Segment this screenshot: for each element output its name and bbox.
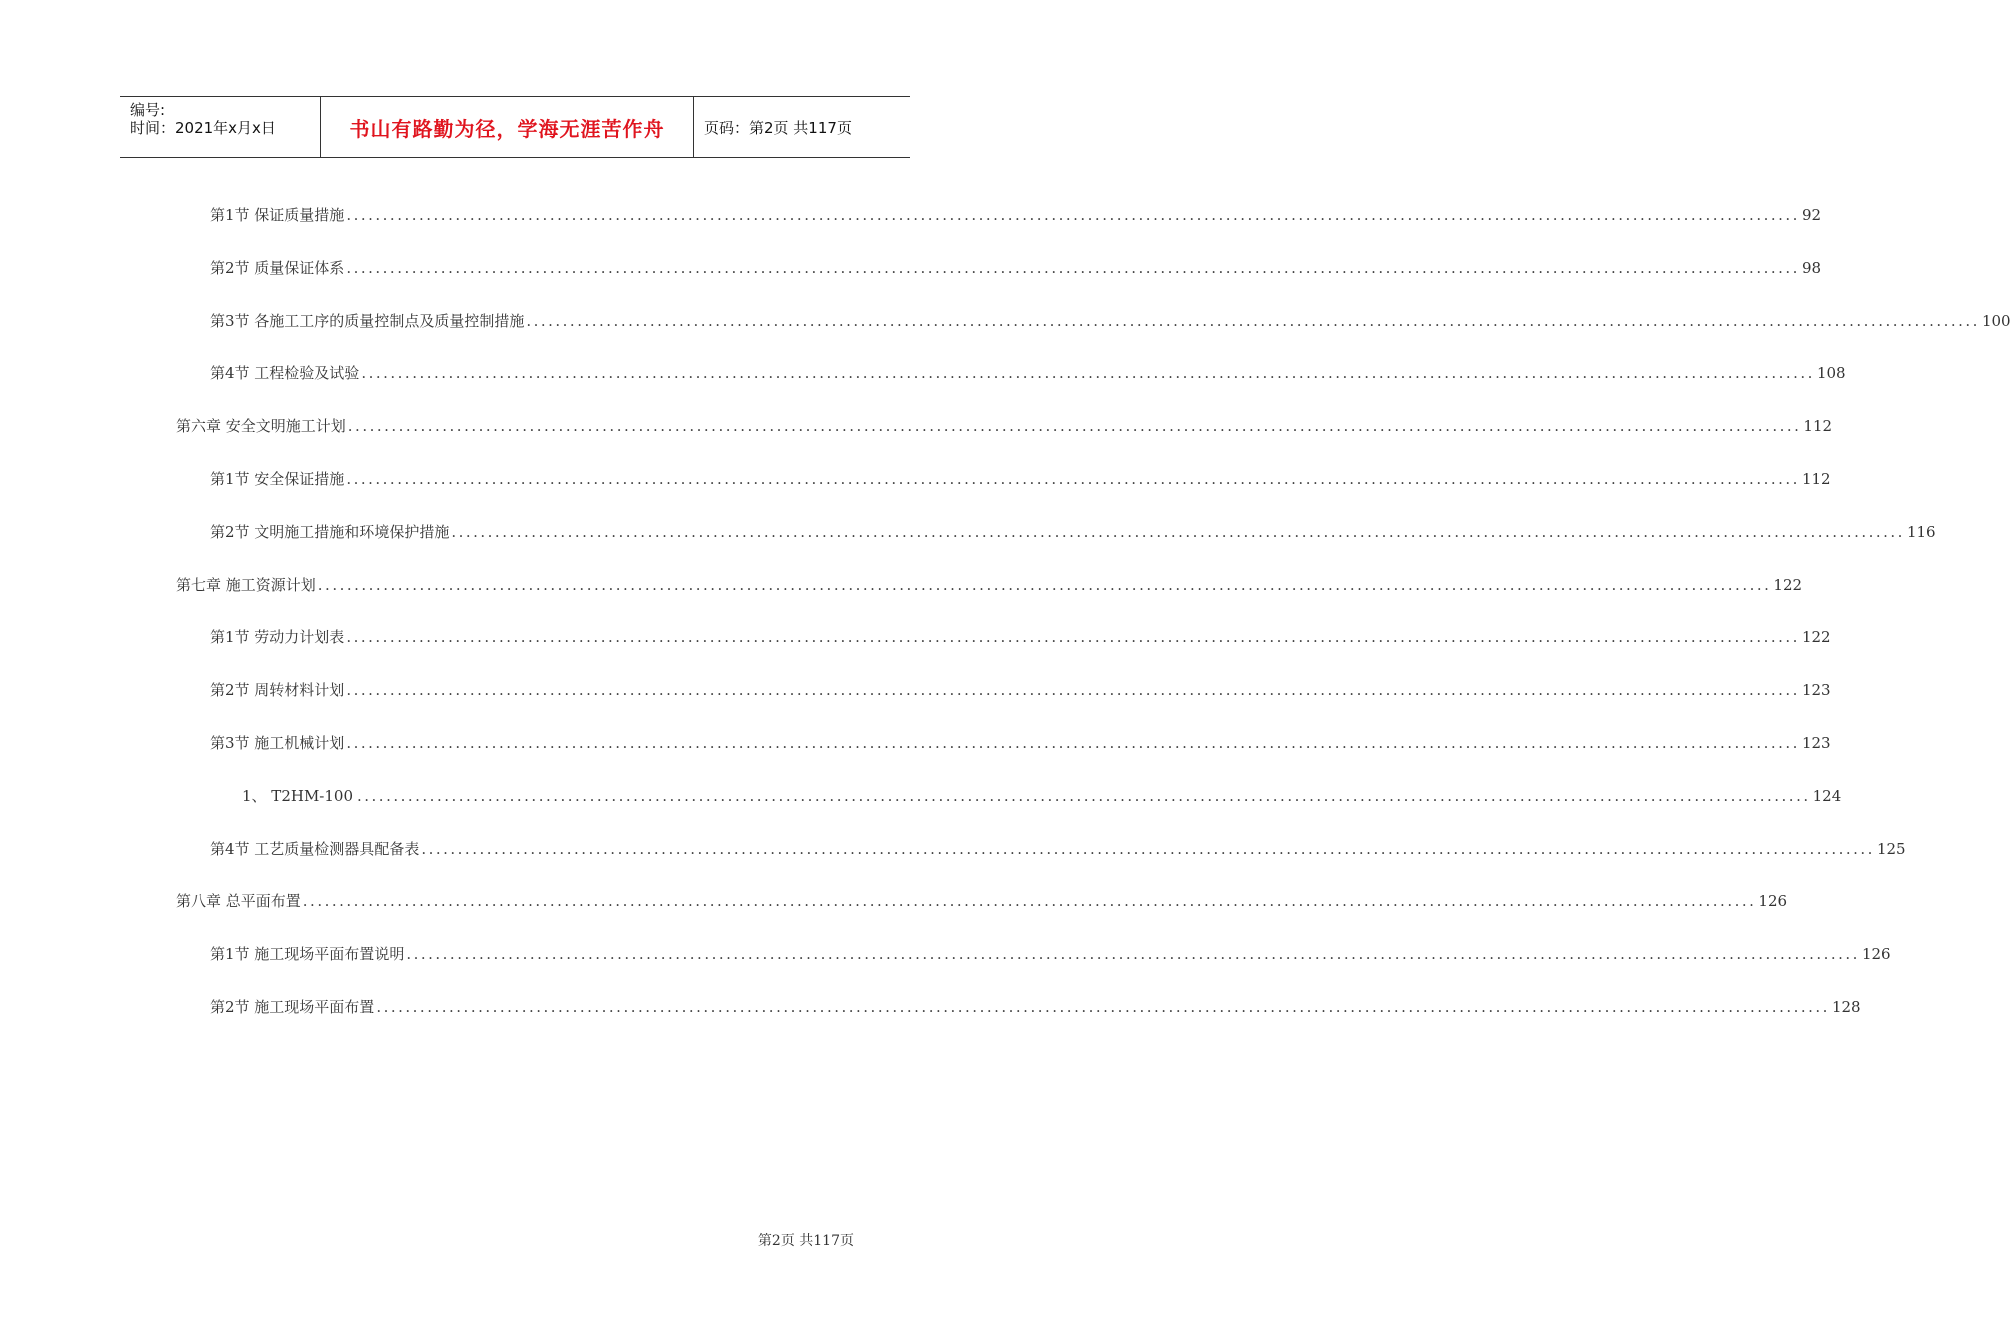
toc-entry-page: 123: [1801, 681, 1831, 700]
toc-entry-title: 第1节 保证质量措施: [210, 206, 345, 224]
toc-dot-leader: ........................................................................................................................................................................................................: [346, 734, 1800, 752]
toc-dot-leader: ........................................................................................................................................................................................................: [346, 628, 1800, 647]
toc-dot-leader: ........................................................................................................................................................................................................: [357, 786, 1811, 805]
toc-entry-page: 122: [1773, 575, 1803, 594]
header-motto: 书山有路勤为径，学海无涯苦作舟: [349, 116, 665, 141]
document-number-label: 编号:: [130, 101, 166, 119]
toc-entry[interactable]: [210, 362, 1846, 384]
header-page-label: 页码：第2页 共117页: [704, 118, 852, 137]
toc-entry[interactable]: [210, 943, 1891, 965]
toc-entry-title: 第2节 文明施工措施和环境保护措施: [210, 522, 450, 541]
toc-entry-title: 第2节 周转材料计划: [210, 681, 345, 700]
toc-entry-page: 116: [1906, 522, 1936, 541]
toc-dot-leader: ........................................................................................................................................................................................................: [346, 258, 1800, 277]
toc-entry-title: 第3节 各施工工序的质量控制点及质量控制措施: [210, 311, 525, 330]
toc-dot-leader: ........................................................................................................................................................................................................: [346, 681, 1800, 700]
toc-dot-leader: ........................................................................................................................................................................................................: [346, 470, 1800, 488]
toc-dot-leader: ........................................................................................................................................................................................................: [361, 364, 1815, 383]
toc-entry-title: 第六章 安全文明施工计划: [176, 417, 346, 436]
toc-entry-title: 第七章 施工资源计划: [176, 575, 316, 594]
toc-entry[interactable]: [176, 890, 1788, 912]
toc-entry[interactable]: [210, 468, 1831, 490]
toc-entry[interactable]: [210, 626, 1831, 648]
toc-entry-page: 92: [1801, 206, 1822, 224]
toc-entry-page: 125: [1876, 839, 1906, 858]
toc-entry-title: 第3节 施工机械计划: [210, 734, 345, 752]
toc-entry-page: 112: [1803, 417, 1833, 436]
toc-entry[interactable]: [176, 415, 1833, 437]
toc-entry[interactable]: [210, 838, 1906, 860]
toc-entry-page: 108: [1816, 364, 1846, 383]
toc-entry-page: 126: [1861, 945, 1891, 964]
toc-entry[interactable]: [210, 732, 1831, 754]
document-time-label: 时间：2021年x月x日: [130, 119, 276, 137]
toc-dot-leader: ........................................................................................................................................................................................................: [406, 945, 1860, 964]
header-meta-cell: [120, 97, 321, 157]
toc-entry-title: 第1节 安全保证措施: [210, 470, 345, 488]
toc-entry[interactable]: [210, 679, 1831, 701]
toc-entry-page: 123: [1801, 734, 1831, 752]
toc-entry-title: 第4节 工艺质量检测器具配备表: [210, 839, 420, 858]
toc-dot-leader: ........................................................................................................................................................................................................: [376, 998, 1830, 1016]
header-page-cell: [694, 97, 910, 157]
toc-entry-title: 第2节 施工现场平面布置: [210, 998, 375, 1016]
toc-entry[interactable]: [210, 521, 1936, 543]
toc-entry-page: 98: [1801, 258, 1822, 277]
toc-dot-leader: ........................................................................................................................................................................................................: [302, 892, 1757, 911]
toc-entry-page: 122: [1801, 628, 1831, 647]
toc-entry-title: 第八章 总平面布置: [176, 892, 301, 911]
toc-dot-leader: ........................................................................................................................................................................................................: [317, 575, 1772, 594]
toc-entry-page: 112: [1801, 470, 1831, 488]
toc-entry[interactable]: [210, 257, 1822, 279]
toc-dot-leader: ........................................................................................................................................................................................................: [526, 311, 1980, 330]
page-footer: 第2页 共117页: [757, 1233, 854, 1249]
toc-entry[interactable]: [242, 785, 1842, 807]
toc-entry-title: 1、 T2HM-100: [242, 786, 353, 805]
toc-entry-page: 126: [1758, 892, 1788, 911]
toc-dot-leader: ........................................................................................................................................................................................................: [421, 839, 1875, 858]
toc-entry-page: 100: [1981, 311, 2011, 330]
toc-dot-leader: ........................................................................................................................................................................................................: [451, 522, 1905, 541]
header-motto-cell: [321, 97, 694, 157]
toc-entry-title: 第1节 施工现场平面布置说明: [210, 945, 405, 964]
toc-entry[interactable]: [176, 574, 1803, 596]
toc-entry[interactable]: [210, 996, 1861, 1018]
document-header: [120, 96, 910, 158]
toc-entry[interactable]: [210, 204, 1822, 226]
toc-entry-page: 124: [1812, 786, 1842, 805]
toc-dot-leader: ........................................................................................................................................................................................................: [347, 417, 1802, 436]
toc-entry-title: 第2节 质量保证体系: [210, 258, 345, 277]
toc-entry[interactable]: [210, 310, 2011, 332]
toc-entry-title: 第1节 劳动力计划表: [210, 628, 345, 647]
toc-dot-leader: ........................................................................................................................................................................................................: [346, 206, 1800, 224]
toc-entry-page: 128: [1831, 998, 1861, 1016]
toc-entry-title: 第4节 工程检验及试验: [210, 364, 360, 383]
